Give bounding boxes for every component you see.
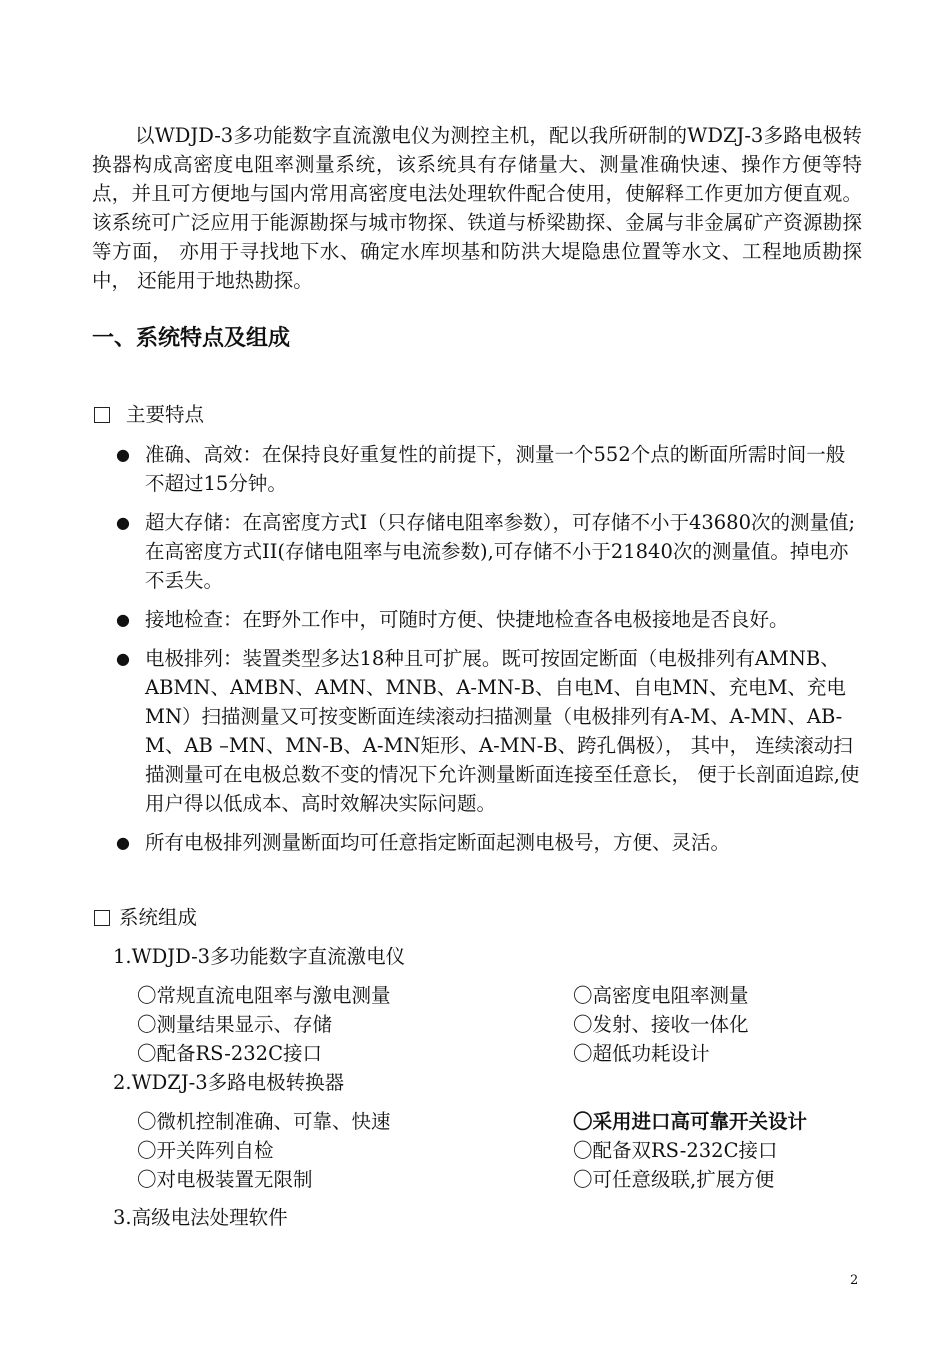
bullet-icon: ● xyxy=(116,610,130,629)
page-number: 2 xyxy=(850,1273,859,1288)
bullet-icon: ● xyxy=(116,833,130,852)
feature-item: 〇配备双RS-232C接口 xyxy=(573,1139,778,1162)
feature-item: 〇开关阵列自检 xyxy=(137,1139,274,1162)
feature-text: 接地检查：在野外工作中，可随时方便、快捷地检查各电极接地是否良好。 xyxy=(145,608,789,631)
component-title-3: 3.高级电法处理软件 xyxy=(113,1206,288,1229)
component-title-1: 1.WDJD-3多功能数字直流激电仪 xyxy=(113,945,406,968)
feature-item: 〇对电极装置无限制 xyxy=(137,1168,313,1191)
feature-text: 超大存储：在高密度方式I（只存储电阻率参数），可存储不小于43680次的测量值;在高密度方式II(存储电阻率与电流参数),可存储不小于21840次的测量值。掉电亦不丢失。 xyxy=(145,511,856,592)
list-item xyxy=(112,644,864,818)
feature-item: 〇采用进口高可靠开关设计 xyxy=(573,1110,808,1133)
bullet-icon: ● xyxy=(116,649,130,668)
bullet-icon: ● xyxy=(116,513,130,532)
list-item xyxy=(112,605,864,634)
intro-paragraph xyxy=(92,121,862,295)
feature-item: 〇高密度电阻率测量 xyxy=(573,984,749,1007)
feature-text: 准确、高效：在保持良好重复性的前提下，测量一个552个点的断面所需时间一般不超过15分钟。 xyxy=(145,443,846,495)
feature-item: 〇微机控制准确、可靠、快速 xyxy=(137,1110,391,1133)
feature-item: 〇常规直流电阻率与激电测量 xyxy=(137,984,391,1007)
feature-item: 〇配备RS-232C接口 xyxy=(137,1042,322,1065)
composition-heading xyxy=(92,904,197,932)
feature-text: 所有电极排列测量断面均可任意指定断面起测电极号，方便、灵活。 xyxy=(145,831,731,854)
feature-item: 〇可任意级联,扩展方便 xyxy=(573,1168,775,1191)
list-item xyxy=(112,828,864,857)
list-item xyxy=(112,440,864,498)
feature-item: 〇测量结果显示、存储 xyxy=(137,1013,333,1036)
feature-list xyxy=(112,440,864,867)
section-heading: 一、系统特点及组成 xyxy=(92,326,291,351)
checkbox-icon xyxy=(94,407,110,423)
list-item xyxy=(112,508,864,595)
feature-item: 〇超低功耗设计 xyxy=(573,1042,710,1065)
feature-text: 电极排列：装置类型多达18种且可扩展。既可按固定断面（电极排列有AMNB、ABMN、AMBN、AMN、MNB、A-MN-B、自电M、自电MN、充电M、充电MN）扫描测量又可按变断面连续滚动扫描测量（电极排列有A-M、A-MN、AB-M、AB –MN、MN-B、A-MN矩形、A-MN-B、跨孔偶极）， 其中， 连续滚动扫描测量可在电极总数不变的情况下允许测量断面连接至任意长， 便于长剖面追踪,使用户得以低成本、高时效解决实际问题。 xyxy=(145,647,860,815)
features-heading-label: 主要特点 xyxy=(126,403,205,426)
features-heading xyxy=(92,401,204,429)
composition-heading-label: 系统组成 xyxy=(119,906,198,929)
intro-text: 以WDJD-3多功能数字直流激电仪为测控主机，配以我所研制的WDZJ-3多路电极转换器构成高密度电阻率测量系统，该系统具有存储量大、测量准确快速、操作方便等特点，并且可方便地与国内常用高密度电法处理软件配合使用，使解释工作更加方便直观。该系统可广泛应用于能源勘探与城市物探、铁道与桥梁勘探、金属与非金属矿产资源勘探等方面， 亦用于寻找地下水、确定水库坝基和防洪大堤隐患位置等水文、工程地质勘探中， 还能用于地热勘探。 xyxy=(92,124,862,292)
component-features-1 xyxy=(137,981,857,1068)
feature-item: 〇发射、接收一体化 xyxy=(573,1013,749,1036)
checkbox-icon xyxy=(94,910,110,926)
component-title-2: 2.WDZJ-3多路电极转换器 xyxy=(113,1071,345,1094)
bullet-icon: ● xyxy=(116,445,130,464)
component-features-2 xyxy=(137,1107,857,1194)
